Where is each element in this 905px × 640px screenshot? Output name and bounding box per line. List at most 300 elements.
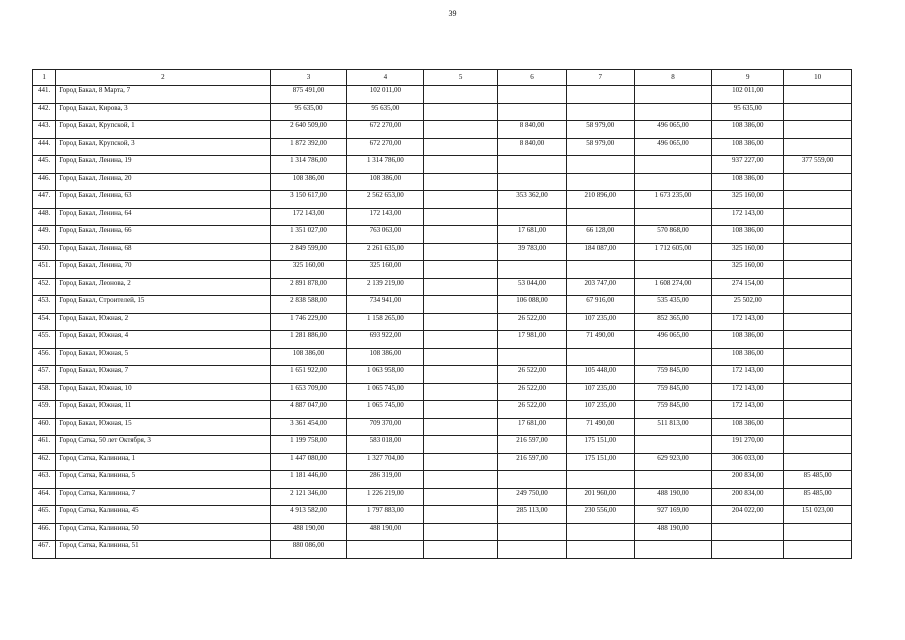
amount-cell-col5 <box>424 121 498 139</box>
amount-cell-col7 <box>566 156 634 174</box>
address-cell: Город Бакал, Леонова, 2 <box>56 278 270 296</box>
row-number-cell: 443. <box>33 121 56 139</box>
amount-cell-col3: 1 199 758,00 <box>270 436 347 454</box>
amount-cell-col7: 184 087,00 <box>566 243 634 261</box>
amount-cell-col8: 496 065,00 <box>634 331 712 349</box>
amount-cell-col6: 216 597,00 <box>498 453 567 471</box>
row-number-cell: 444. <box>33 138 56 156</box>
address-cell: Город Бакал, Южная, 11 <box>56 401 270 419</box>
amount-cell-col3: 2 891 878,00 <box>270 278 347 296</box>
table-row <box>33 488 852 506</box>
amount-cell-col6: 216 597,00 <box>498 436 567 454</box>
amount-cell-col6: 353 362,00 <box>498 191 567 209</box>
amount-cell-col4: 108 386,00 <box>347 173 424 191</box>
address-cell: Город Бакал, 8 Марта, 7 <box>56 86 270 104</box>
amount-cell-col5 <box>424 541 498 559</box>
amount-cell-col4: 1 797 883,00 <box>347 506 424 524</box>
table-row <box>33 121 852 139</box>
amount-cell-col3: 1 181 446,00 <box>270 471 347 489</box>
row-number-cell: 465. <box>33 506 56 524</box>
amount-cell-col4: 1 065 745,00 <box>347 383 424 401</box>
amount-cell-col7: 107 235,00 <box>566 313 634 331</box>
amount-cell-col10 <box>784 278 852 296</box>
table-row <box>33 348 852 366</box>
column-header-8: 8 <box>634 70 712 86</box>
amount-cell-col8 <box>634 436 712 454</box>
address-cell: Город Бакал, Ленина, 66 <box>56 226 270 244</box>
table-row <box>33 261 852 279</box>
address-cell: Город Бакал, Крупской, 3 <box>56 138 270 156</box>
amount-cell-col7 <box>566 103 634 121</box>
amount-cell-col10 <box>784 173 852 191</box>
amount-cell-col6 <box>498 348 567 366</box>
amount-cell-col5 <box>424 191 498 209</box>
amount-cell-col8 <box>634 86 712 104</box>
amount-cell-col5 <box>424 436 498 454</box>
amount-cell-col10 <box>784 523 852 541</box>
amount-cell-col5 <box>424 156 498 174</box>
amount-cell-col8 <box>634 471 712 489</box>
amount-cell-col9: 200 834,00 <box>712 488 784 506</box>
amount-cell-col4: 95 635,00 <box>347 103 424 121</box>
row-number-cell: 450. <box>33 243 56 261</box>
amount-cell-col5 <box>424 523 498 541</box>
amount-cell-col9: 172 143,00 <box>712 208 784 226</box>
column-header-4: 4 <box>347 70 424 86</box>
table-row <box>33 506 852 524</box>
table-row <box>33 383 852 401</box>
address-cell: Город Сатка, 50 лет Октября, 3 <box>56 436 270 454</box>
amount-cell-col3: 875 491,00 <box>270 86 347 104</box>
table-row <box>33 331 852 349</box>
amount-cell-col5 <box>424 348 498 366</box>
amount-cell-col3: 880 086,00 <box>270 541 347 559</box>
amount-cell-col6 <box>498 103 567 121</box>
amount-cell-col9: 108 386,00 <box>712 121 784 139</box>
amount-cell-col6 <box>498 523 567 541</box>
amount-cell-col8 <box>634 208 712 226</box>
amount-cell-col3: 488 190,00 <box>270 523 347 541</box>
amount-cell-col9: 172 143,00 <box>712 366 784 384</box>
amount-cell-col6: 17 681,00 <box>498 226 567 244</box>
amount-cell-col4: 1 063 958,00 <box>347 366 424 384</box>
amount-cell-col4 <box>347 541 424 559</box>
header-row <box>33 70 852 86</box>
amount-cell-col8: 1 712 605,00 <box>634 243 712 261</box>
amount-cell-col10: 151 023,00 <box>784 506 852 524</box>
amount-cell-col7 <box>566 471 634 489</box>
table-row <box>33 523 852 541</box>
amount-cell-col10 <box>784 401 852 419</box>
amount-cell-col5 <box>424 506 498 524</box>
row-number-cell: 461. <box>33 436 56 454</box>
column-header-7: 7 <box>566 70 634 86</box>
address-cell: Город Сатка, Калинина, 1 <box>56 453 270 471</box>
amount-cell-col5 <box>424 366 498 384</box>
amount-cell-col3: 2 838 588,00 <box>270 296 347 314</box>
column-header-3: 3 <box>270 70 347 86</box>
amount-cell-col3: 1 281 886,00 <box>270 331 347 349</box>
row-number-cell: 467. <box>33 541 56 559</box>
amount-cell-col5 <box>424 208 498 226</box>
amount-cell-col3: 1 872 392,00 <box>270 138 347 156</box>
row-number-cell: 460. <box>33 418 56 436</box>
amount-cell-col7 <box>566 208 634 226</box>
amount-cell-col8 <box>634 541 712 559</box>
amount-cell-col5 <box>424 383 498 401</box>
amount-cell-col7: 230 556,00 <box>566 506 634 524</box>
address-cell: Город Бакал, Ленина, 68 <box>56 243 270 261</box>
amount-cell-col8 <box>634 173 712 191</box>
amount-cell-col8: 496 065,00 <box>634 138 712 156</box>
amount-cell-col8: 759 845,00 <box>634 383 712 401</box>
page-number: 39 <box>448 9 457 18</box>
amount-cell-col6 <box>498 173 567 191</box>
amount-cell-col7: 201 960,00 <box>566 488 634 506</box>
amount-cell-col5 <box>424 243 498 261</box>
row-number-cell: 452. <box>33 278 56 296</box>
amount-cell-col8: 535 435,00 <box>634 296 712 314</box>
amount-cell-col3: 2 121 346,00 <box>270 488 347 506</box>
amount-cell-col10 <box>784 208 852 226</box>
address-cell: Город Бакал, Ленина, 70 <box>56 261 270 279</box>
amount-cell-col8: 1 608 274,00 <box>634 278 712 296</box>
amount-cell-col3: 1 314 786,00 <box>270 156 347 174</box>
amount-cell-col9 <box>712 541 784 559</box>
amount-cell-col7: 203 747,00 <box>566 278 634 296</box>
row-number-cell: 446. <box>33 173 56 191</box>
amount-cell-col4: 1 158 265,00 <box>347 313 424 331</box>
table-row <box>33 103 852 121</box>
column-header-1: 1 <box>33 70 56 86</box>
amount-cell-col4: 672 270,00 <box>347 121 424 139</box>
amount-cell-col4: 102 011,00 <box>347 86 424 104</box>
amount-cell-col8: 511 813,00 <box>634 418 712 436</box>
address-cell: Город Бакал, Южная, 10 <box>56 383 270 401</box>
amount-cell-col6: 26 522,00 <box>498 401 567 419</box>
amount-cell-col6: 106 088,00 <box>498 296 567 314</box>
amount-cell-col9: 172 143,00 <box>712 401 784 419</box>
row-number-cell: 457. <box>33 366 56 384</box>
amount-cell-col8: 852 365,00 <box>634 313 712 331</box>
amount-cell-col7 <box>566 261 634 279</box>
amount-cell-col10 <box>784 226 852 244</box>
amount-cell-col7: 67 916,00 <box>566 296 634 314</box>
table-row <box>33 418 852 436</box>
amount-cell-col4: 2 139 219,00 <box>347 278 424 296</box>
amount-cell-col8: 759 845,00 <box>634 401 712 419</box>
amount-cell-col3: 95 635,00 <box>270 103 347 121</box>
table-row <box>33 86 852 104</box>
amount-cell-col4: 286 319,00 <box>347 471 424 489</box>
address-cell: Город Сатка, Калинина, 7 <box>56 488 270 506</box>
row-number-cell: 464. <box>33 488 56 506</box>
amount-cell-col9: 306 033,00 <box>712 453 784 471</box>
amount-cell-col3: 3 361 454,00 <box>270 418 347 436</box>
table-row <box>33 138 852 156</box>
table-row <box>33 296 852 314</box>
amount-cell-col5 <box>424 226 498 244</box>
column-header-6: 6 <box>498 70 567 86</box>
amount-cell-col8: 1 673 235,00 <box>634 191 712 209</box>
amount-cell-col6 <box>498 261 567 279</box>
amount-cell-col10 <box>784 138 852 156</box>
amount-cell-col10 <box>784 86 852 104</box>
amount-cell-col10 <box>784 296 852 314</box>
amount-cell-col4: 172 143,00 <box>347 208 424 226</box>
table-row <box>33 156 852 174</box>
amount-cell-col7: 58 979,00 <box>566 121 634 139</box>
amount-cell-col7: 175 151,00 <box>566 436 634 454</box>
amount-cell-col5 <box>424 488 498 506</box>
amount-cell-col4: 1 327 704,00 <box>347 453 424 471</box>
table-row <box>33 173 852 191</box>
amount-cell-col8: 488 190,00 <box>634 523 712 541</box>
amount-cell-col4: 2 261 635,00 <box>347 243 424 261</box>
amount-cell-col6 <box>498 86 567 104</box>
amount-cell-col9: 108 386,00 <box>712 331 784 349</box>
data-table <box>32 69 852 559</box>
amount-cell-col8: 927 169,00 <box>634 506 712 524</box>
amount-cell-col6: 8 840,00 <box>498 121 567 139</box>
amount-cell-col8 <box>634 156 712 174</box>
address-cell: Город Бакал, Ленина, 64 <box>56 208 270 226</box>
row-number-cell: 456. <box>33 348 56 366</box>
amount-cell-col5 <box>424 313 498 331</box>
address-cell: Город Бакал, Южная, 2 <box>56 313 270 331</box>
table-row <box>33 436 852 454</box>
amount-cell-col5 <box>424 261 498 279</box>
row-number-cell: 458. <box>33 383 56 401</box>
address-cell: Город Бакал, Ленина, 20 <box>56 173 270 191</box>
amount-cell-col4: 734 941,00 <box>347 296 424 314</box>
address-cell: Город Сатка, Калинина, 50 <box>56 523 270 541</box>
amount-cell-col5 <box>424 418 498 436</box>
row-number-cell: 466. <box>33 523 56 541</box>
amount-cell-col5 <box>424 401 498 419</box>
row-number-cell: 448. <box>33 208 56 226</box>
address-cell: Город Бакал, Ленина, 63 <box>56 191 270 209</box>
address-cell: Город Бакал, Южная, 5 <box>56 348 270 366</box>
amount-cell-col9: 25 502,00 <box>712 296 784 314</box>
amount-cell-col7: 71 490,00 <box>566 331 634 349</box>
amount-cell-col7: 107 235,00 <box>566 383 634 401</box>
row-number-cell: 454. <box>33 313 56 331</box>
table-row <box>33 541 852 559</box>
table-row <box>33 226 852 244</box>
amount-cell-col6: 53 044,00 <box>498 278 567 296</box>
amount-cell-col10 <box>784 243 852 261</box>
amount-cell-col10 <box>784 103 852 121</box>
amount-cell-col6: 26 522,00 <box>498 313 567 331</box>
amount-cell-col3: 108 386,00 <box>270 173 347 191</box>
amount-cell-col6: 39 783,00 <box>498 243 567 261</box>
amount-cell-col3: 4 887 047,00 <box>270 401 347 419</box>
amount-cell-col9: 108 386,00 <box>712 138 784 156</box>
amount-cell-col9: 325 160,00 <box>712 191 784 209</box>
amount-cell-col4: 325 160,00 <box>347 261 424 279</box>
amount-cell-col6: 17 681,00 <box>498 418 567 436</box>
amount-cell-col9: 102 011,00 <box>712 86 784 104</box>
column-header-9: 9 <box>712 70 784 86</box>
amount-cell-col7 <box>566 523 634 541</box>
amount-cell-col9: 95 635,00 <box>712 103 784 121</box>
amount-cell-col4: 763 063,00 <box>347 226 424 244</box>
amount-cell-col9: 204 022,00 <box>712 506 784 524</box>
amount-cell-col6: 285 113,00 <box>498 506 567 524</box>
amount-cell-col3: 172 143,00 <box>270 208 347 226</box>
amount-cell-col8: 496 065,00 <box>634 121 712 139</box>
amount-cell-col8: 570 868,00 <box>634 226 712 244</box>
table-row <box>33 191 852 209</box>
amount-cell-col6: 8 840,00 <box>498 138 567 156</box>
amount-cell-col7 <box>566 541 634 559</box>
amount-cell-col5 <box>424 86 498 104</box>
row-number-cell: 447. <box>33 191 56 209</box>
amount-cell-col9: 108 386,00 <box>712 226 784 244</box>
amount-cell-col4: 1 226 219,00 <box>347 488 424 506</box>
address-cell: Город Бакал, Ленина, 19 <box>56 156 270 174</box>
amount-cell-col9: 172 143,00 <box>712 383 784 401</box>
amount-cell-col6: 26 522,00 <box>498 366 567 384</box>
address-cell: Город Бакал, Южная, 7 <box>56 366 270 384</box>
amount-cell-col4: 108 386,00 <box>347 348 424 366</box>
address-cell: Город Сатка, Калинина, 51 <box>56 541 270 559</box>
amount-cell-col10 <box>784 383 852 401</box>
row-number-cell: 441. <box>33 86 56 104</box>
amount-cell-col7: 71 490,00 <box>566 418 634 436</box>
address-cell: Город Бакал, Строителей, 15 <box>56 296 270 314</box>
table-row <box>33 278 852 296</box>
amount-cell-col3: 2 849 599,00 <box>270 243 347 261</box>
amount-cell-col9: 108 386,00 <box>712 418 784 436</box>
amount-cell-col10: 377 559,00 <box>784 156 852 174</box>
amount-cell-col3: 3 150 617,00 <box>270 191 347 209</box>
amount-cell-col5 <box>424 331 498 349</box>
amount-cell-col8 <box>634 261 712 279</box>
amount-cell-col6 <box>498 208 567 226</box>
row-number-cell: 453. <box>33 296 56 314</box>
amount-cell-col9: 172 143,00 <box>712 313 784 331</box>
amount-cell-col9: 200 834,00 <box>712 471 784 489</box>
column-header-10: 10 <box>784 70 852 86</box>
amount-cell-col3: 2 640 509,00 <box>270 121 347 139</box>
amount-cell-col3: 108 386,00 <box>270 348 347 366</box>
amount-cell-col10: 85 485,00 <box>784 488 852 506</box>
amount-cell-col5 <box>424 103 498 121</box>
amount-cell-col7: 58 979,00 <box>566 138 634 156</box>
amount-cell-col8: 759 845,00 <box>634 366 712 384</box>
amount-cell-col10 <box>784 331 852 349</box>
amount-cell-col3: 4 913 582,00 <box>270 506 347 524</box>
table-row <box>33 366 852 384</box>
amount-cell-col8 <box>634 103 712 121</box>
table-row <box>33 208 852 226</box>
amount-cell-col5 <box>424 138 498 156</box>
amount-cell-col6 <box>498 156 567 174</box>
table-row <box>33 453 852 471</box>
amount-cell-col5 <box>424 278 498 296</box>
row-number-cell: 445. <box>33 156 56 174</box>
amount-cell-col8 <box>634 348 712 366</box>
amount-cell-col4: 1 314 786,00 <box>347 156 424 174</box>
amount-cell-col3: 1 746 229,00 <box>270 313 347 331</box>
amount-cell-col9: 325 160,00 <box>712 243 784 261</box>
amount-cell-col9: 108 386,00 <box>712 173 784 191</box>
amount-cell-col7 <box>566 86 634 104</box>
table-body <box>33 86 852 559</box>
amount-cell-col6 <box>498 471 567 489</box>
table-row <box>33 401 852 419</box>
amount-cell-col7: 107 235,00 <box>566 401 634 419</box>
amount-cell-col9: 937 227,00 <box>712 156 784 174</box>
amount-cell-col10 <box>784 453 852 471</box>
amount-cell-col8: 629 923,00 <box>634 453 712 471</box>
amount-cell-col7: 175 151,00 <box>566 453 634 471</box>
row-number-cell: 455. <box>33 331 56 349</box>
amount-cell-col10 <box>784 261 852 279</box>
amount-cell-col10 <box>784 348 852 366</box>
row-number-cell: 459. <box>33 401 56 419</box>
amount-cell-col9: 325 160,00 <box>712 261 784 279</box>
amount-cell-col4: 1 065 745,00 <box>347 401 424 419</box>
address-cell: Город Бакал, Южная, 4 <box>56 331 270 349</box>
amount-cell-col10 <box>784 436 852 454</box>
amount-cell-col4: 583 018,00 <box>347 436 424 454</box>
table-row <box>33 471 852 489</box>
amount-cell-col4: 672 270,00 <box>347 138 424 156</box>
address-cell: Город Сатка, Калинина, 5 <box>56 471 270 489</box>
amount-cell-col7 <box>566 348 634 366</box>
amount-cell-col6: 249 750,00 <box>498 488 567 506</box>
amount-cell-col3: 1 651 922,00 <box>270 366 347 384</box>
amount-cell-col5 <box>424 173 498 191</box>
amount-cell-col4: 488 190,00 <box>347 523 424 541</box>
amount-cell-col5 <box>424 471 498 489</box>
address-cell: Город Бакал, Южная, 15 <box>56 418 270 436</box>
amount-cell-col4: 693 922,00 <box>347 331 424 349</box>
address-cell: Город Сатка, Калинина, 45 <box>56 506 270 524</box>
row-number-cell: 463. <box>33 471 56 489</box>
amount-cell-col10 <box>784 541 852 559</box>
amount-cell-col10 <box>784 121 852 139</box>
amount-cell-col7: 105 448,00 <box>566 366 634 384</box>
amount-cell-col4: 2 562 653,00 <box>347 191 424 209</box>
column-header-5: 5 <box>424 70 498 86</box>
amount-cell-col7: 66 128,00 <box>566 226 634 244</box>
amount-cell-col3: 1 653 709,00 <box>270 383 347 401</box>
column-header-2: 2 <box>56 70 270 86</box>
row-number-cell: 442. <box>33 103 56 121</box>
amount-cell-col7 <box>566 173 634 191</box>
address-cell: Город Бакал, Крупской, 1 <box>56 121 270 139</box>
amount-cell-col10 <box>784 191 852 209</box>
amount-cell-col10: 85 485,00 <box>784 471 852 489</box>
amount-cell-col5 <box>424 296 498 314</box>
amount-cell-col6: 26 522,00 <box>498 383 567 401</box>
row-number-cell: 449. <box>33 226 56 244</box>
amount-cell-col6: 17 981,00 <box>498 331 567 349</box>
amount-cell-col10 <box>784 418 852 436</box>
amount-cell-col3: 1 447 080,00 <box>270 453 347 471</box>
amount-cell-col9: 108 386,00 <box>712 348 784 366</box>
amount-cell-col9: 191 270,00 <box>712 436 784 454</box>
amount-cell-col10 <box>784 313 852 331</box>
amount-cell-col8: 488 190,00 <box>634 488 712 506</box>
table-row <box>33 243 852 261</box>
amount-cell-col4: 709 370,00 <box>347 418 424 436</box>
amount-cell-col6 <box>498 541 567 559</box>
